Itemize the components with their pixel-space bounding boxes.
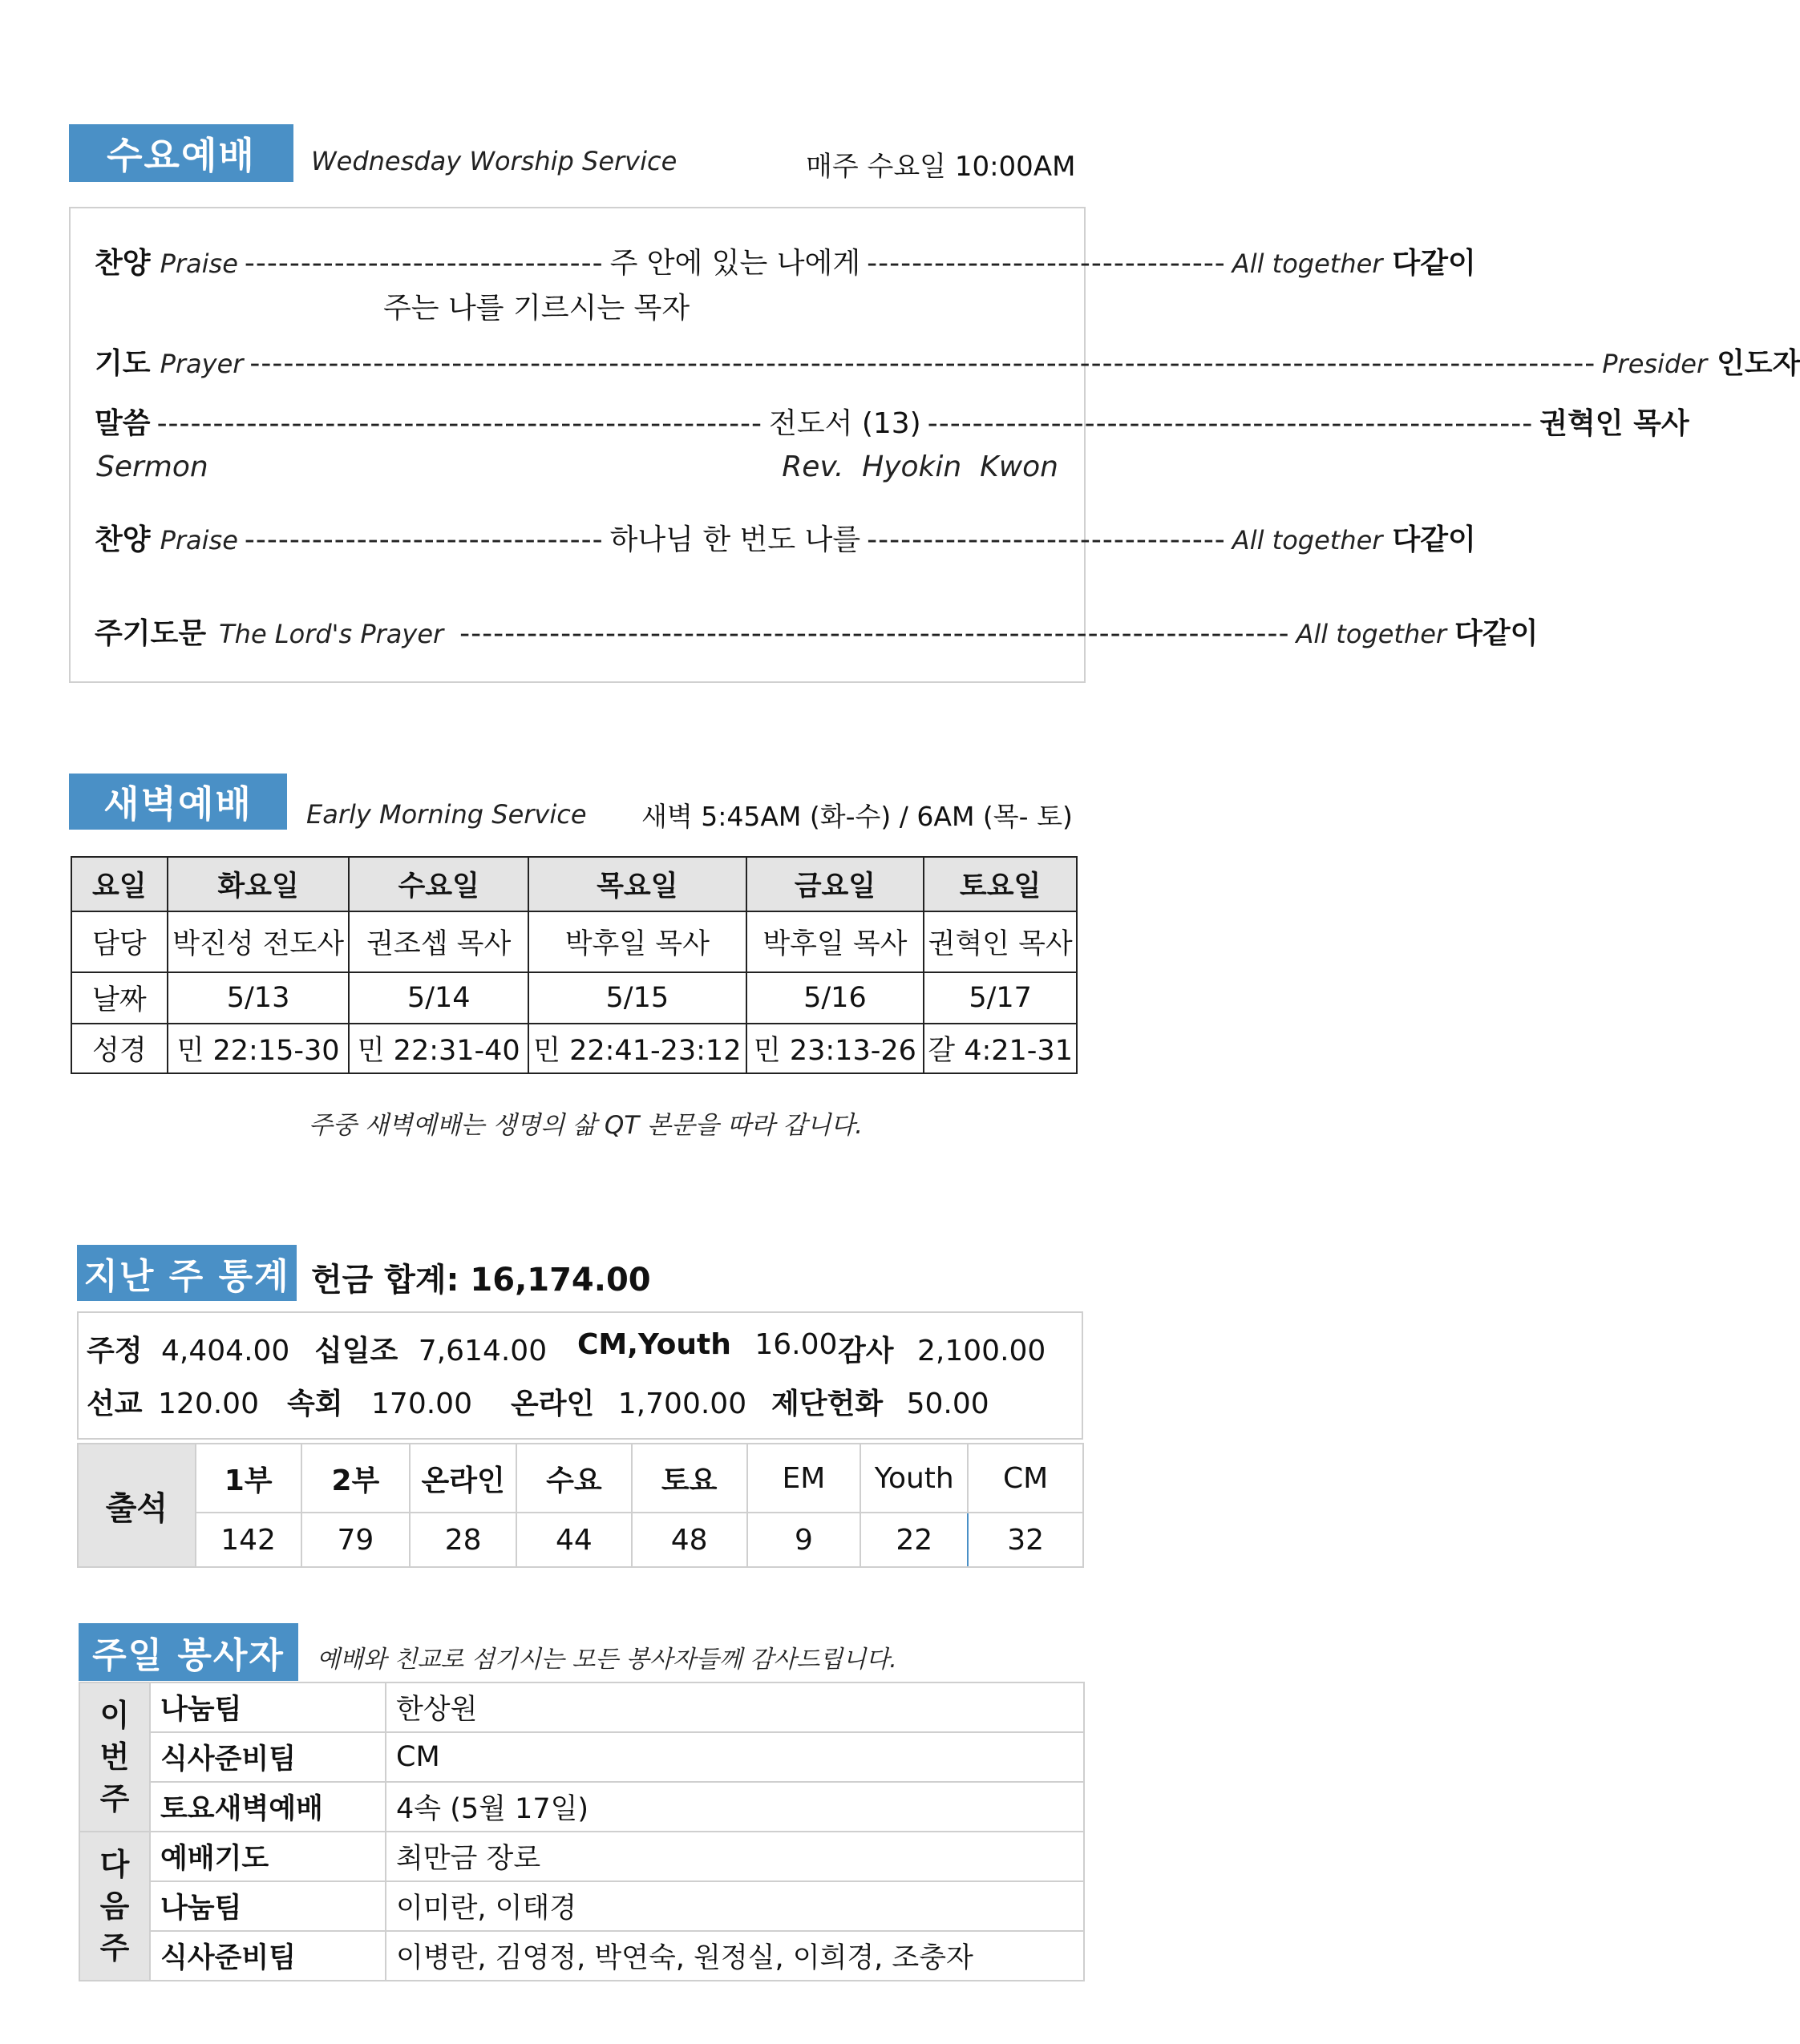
row-center: 전도서 (13) (769, 407, 921, 440)
table-cell: 5/14 (349, 972, 528, 1024)
row-ko: 말씀 (95, 407, 151, 440)
offerings-row-2 (87, 1381, 259, 1422)
table-cell: 민 22:15-30 (168, 1024, 350, 1073)
table-cell: 민 23:13-26 (746, 1024, 924, 1073)
table-cell: 5/16 (746, 972, 924, 1024)
attendance-header: Youth (860, 1444, 968, 1513)
morning-time: 새벽 5:45AM (화-수) / 6AM (목- 토) (641, 801, 1073, 832)
morning-note: 주중 새벽예배는 생명의 삶 QT 본문을 따라 갑니다. (309, 1111, 864, 1140)
volunteer-role: 식사준비팀 (150, 1732, 386, 1782)
table-cell: 갈 4:21-31 (924, 1024, 1077, 1073)
volunteer-name: 이미란, 이태경 (386, 1881, 1084, 1931)
stats-tag: 지난 주 통계 (77, 1245, 297, 1301)
table-cell: 날짜 (71, 972, 168, 1024)
morning-english-title: Early Morning Service (306, 799, 587, 830)
next-week-label: 다 음 주 (79, 1832, 150, 1981)
row-right-en: All together (1232, 525, 1383, 555)
morning-schedule-table (71, 856, 1078, 1074)
offering-label: CM,Youth (577, 1328, 731, 1361)
offerings-row-1 (577, 1328, 837, 1361)
offering-value: 4,404.00 (161, 1335, 290, 1367)
attendance-header: 1부 (196, 1444, 301, 1513)
row-right-ko: 인도자 (1717, 347, 1800, 380)
wednesday-row-lords-prayer: 주기도문 The Lord's Prayer -------------------------------------------------------------------------- All together 다같이 (95, 611, 1057, 652)
table-cell: 권조셉 목사 (349, 911, 528, 972)
attendance-table (77, 1443, 1084, 1568)
table-cell: 권혁인 목사 (924, 911, 1077, 972)
offerings-row-2 (511, 1381, 746, 1422)
wednesday-row-praise-1: 찬양 Praise -------------------------------- 주 안에 있는 나에게 -------------------------------- All together 다같이 (95, 240, 1057, 281)
volunteer-name: 최만금 장로 (386, 1832, 1084, 1881)
wednesday-row-prayer: 기도 Prayer ------------------------------------------------------------------------------------------------------------------------ Presider 인도자 (95, 341, 1057, 382)
offering-label: 십일조 (314, 1335, 398, 1367)
header-cell: 금요일 (746, 857, 924, 911)
offering-value: 7,614.00 (418, 1335, 548, 1367)
volunteers-note: 예배와 친교로 섬기시는 모든 봉사자들께 감사드립니다. (317, 1646, 897, 1674)
offerings-row-2 (287, 1381, 472, 1422)
offering-value: 120.00 (158, 1388, 259, 1420)
wednesday-sermon-preacher-en: Rev. Hyokin Kwon (782, 450, 1058, 483)
row-right-en: Presider (1602, 349, 1708, 379)
row-ko: 찬양 (95, 523, 151, 556)
volunteer-role: 나눔팀 (150, 1682, 386, 1732)
attendance-value: 79 (301, 1513, 411, 1567)
offerings-row-1 (314, 1328, 547, 1369)
attendance-header: 토요 (632, 1444, 747, 1513)
wednesday-time: 매주 수요일 10:00AM (806, 151, 1076, 183)
wednesday-row-sermon: 말씀 ------------------------------------------------------ 전도서 (13) ------------------------------------------------------ 권혁인 목사 (95, 401, 1057, 442)
offering-label: 속회 (287, 1388, 343, 1420)
row-ko: 주기도문 (95, 617, 207, 650)
header-cell: 목요일 (528, 857, 746, 911)
attendance-header: 2부 (301, 1444, 411, 1513)
volunteer-name: 이병란, 김영정, 박연숙, 원정실, 이희경, 조충자 (386, 1931, 1084, 1981)
offering-label: 선교 (87, 1388, 143, 1420)
row-right-en: All together (1296, 619, 1447, 649)
volunteer-role: 예배기도 (150, 1832, 386, 1881)
header-cell: 토요일 (924, 857, 1077, 911)
table-cell: 5/15 (528, 972, 746, 1024)
offering-value: 1,700.00 (617, 1388, 747, 1420)
row-right-ko: 다같이 (1392, 247, 1476, 280)
header-cell: 요일 (71, 857, 168, 911)
offering-label: 온라인 (511, 1388, 595, 1420)
table-cell: 5/13 (168, 972, 350, 1024)
offering-value: 16.00 (754, 1328, 838, 1361)
offerings-row-1 (87, 1328, 289, 1369)
table-cell: 성경 (71, 1024, 168, 1073)
wednesday-english-title: Wednesday Worship Service (311, 146, 678, 176)
wednesday-row-praise-2: 찬양 Praise -------------------------------- 하나님 한 번도 나를 -------------------------------- All together 다같이 (95, 517, 1057, 558)
header-cell: 화요일 (168, 857, 350, 911)
table-cell: 민 22:41-23:12 (528, 1024, 746, 1073)
attendance-value: 32 (968, 1513, 1083, 1567)
offering-total: 헌금 합계: 16,174.00 (311, 1262, 651, 1299)
volunteer-name: 4속 (5월 17일) (386, 1782, 1084, 1832)
attendance-value: 142 (196, 1513, 301, 1567)
volunteer-name: CM (386, 1732, 1084, 1782)
row-right-ko: 권혁인 목사 (1539, 407, 1689, 440)
attendance-header: 수요 (516, 1444, 632, 1513)
row-right-ko: 다같이 (1392, 523, 1476, 556)
table-cell: 박후일 목사 (746, 911, 924, 972)
row-ko: 기도 (95, 347, 151, 380)
offering-label: 감사 (838, 1335, 894, 1367)
offerings-row-2 (771, 1381, 989, 1422)
wednesday-sermon-en: Sermon (96, 450, 208, 483)
offering-value: 50.00 (906, 1388, 989, 1420)
row-en: Praise (160, 248, 238, 279)
attendance-header: 온라인 (410, 1444, 516, 1513)
offering-label: 주정 (87, 1335, 143, 1367)
table-cell: 5/17 (924, 972, 1077, 1024)
attendance-label: 출석 (78, 1444, 196, 1567)
this-week-label: 이 번 주 (79, 1682, 150, 1832)
attendance-value: 9 (747, 1513, 861, 1567)
offering-label: 제단헌화 (771, 1388, 884, 1420)
attendance-value: 22 (860, 1513, 968, 1567)
offerings-row-1 (838, 1328, 1046, 1369)
volunteers-tag: 주일 봉사자 (79, 1623, 298, 1681)
table-cell: 담당 (71, 911, 168, 972)
attendance-value: 44 (516, 1513, 632, 1567)
row-ko: 찬양 (95, 247, 151, 280)
attendance-value: 48 (632, 1513, 747, 1567)
row-center: 하나님 한 번도 나를 (609, 523, 861, 556)
attendance-header: EM (747, 1444, 861, 1513)
wednesday-row-praise-1-line2: 주는 나를 기르시는 목자 (383, 292, 690, 325)
volunteers-table (79, 1682, 1085, 1981)
attendance-header: CM (968, 1444, 1083, 1513)
offering-value: 170.00 (371, 1388, 472, 1420)
row-right-en: All together (1232, 248, 1383, 279)
row-en: The Lord's Prayer (219, 619, 444, 649)
row-right-ko: 다같이 (1454, 617, 1539, 650)
volunteer-role: 토요새벽예배 (150, 1782, 386, 1832)
volunteer-role: 식사준비팀 (150, 1931, 386, 1981)
attendance-value: 28 (410, 1513, 516, 1567)
table-cell: 박후일 목사 (528, 911, 746, 972)
row-en: Prayer (160, 349, 244, 379)
table-cell: 박진성 전도사 (168, 911, 350, 972)
volunteer-role: 나눔팀 (150, 1881, 386, 1931)
row-center: 주 안에 있는 나에게 (609, 247, 861, 280)
header-cell: 수요일 (349, 857, 528, 911)
table-cell: 민 22:31-40 (349, 1024, 528, 1073)
volunteer-name: 한상원 (386, 1682, 1084, 1732)
row-en: Praise (160, 525, 238, 555)
offering-value: 2,100.00 (917, 1335, 1046, 1367)
morning-tag: 새벽예배 (69, 774, 287, 830)
wednesday-tag: 수요예배 (69, 124, 293, 182)
